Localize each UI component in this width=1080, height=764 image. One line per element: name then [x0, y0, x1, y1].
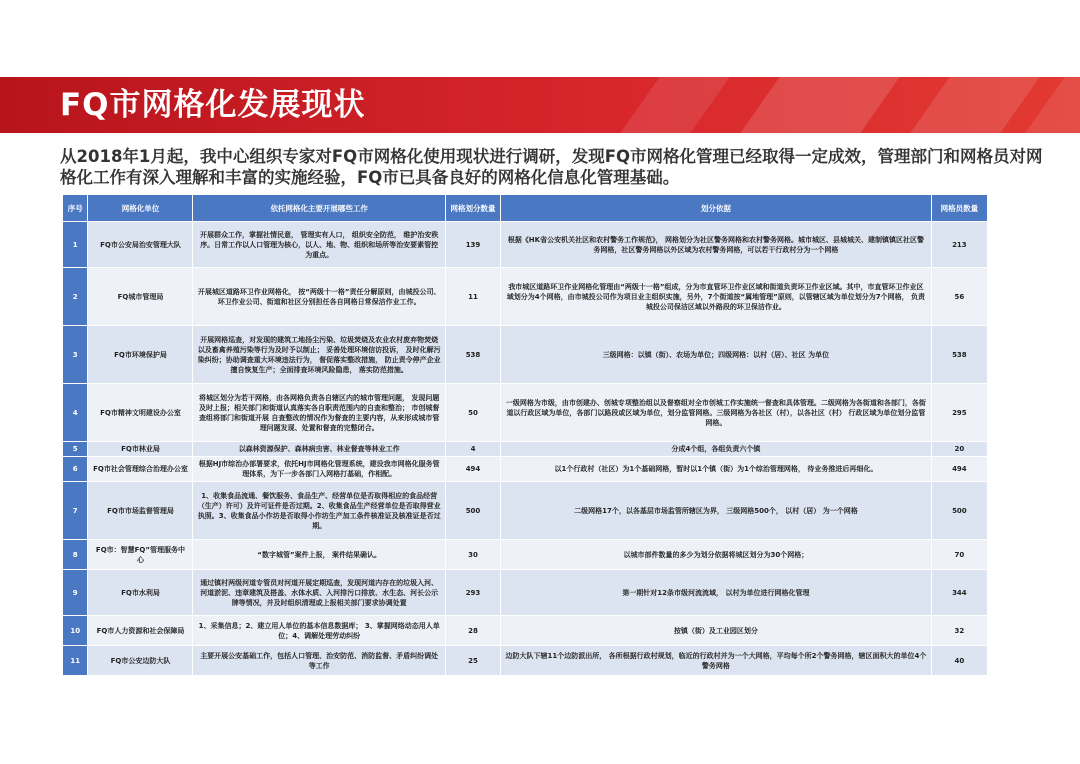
cell-staff-count: 295 [931, 384, 987, 442]
cell-work: 根据HJ市综治办部署要求，依托HJ市网格化管理系统，建设我市网格化服务管理体系，为下一步各部门入网格打基础，作相配。 [193, 457, 445, 482]
header-basis: 划分依据 [501, 195, 932, 222]
table-row [63, 442, 988, 457]
table-row [63, 384, 988, 442]
cell-index: 11 [63, 646, 88, 676]
cell-staff-count: 344 [931, 570, 987, 616]
banner-stripe [740, 77, 899, 133]
cell-work: 开展城区道路环卫作业网格化， 按“两级十一格”责任分解原则，由城投公司、环卫作业公司、街道和社区分别担任各自网格日常保洁作业工作。 [193, 268, 445, 326]
intro-paragraph: 从2018年1月起，我中心组织专家对FQ市网格化使用现状进行调研，发现FQ市网格化管理已经取得一定成效，管理部门和网格员对网格化工作有深入理解和丰富的实施经验，FQ市已具备良好的网格化信息化管理基础。 [60, 147, 1043, 187]
cell-index: 8 [63, 540, 88, 570]
cell-staff-count: 70 [931, 540, 987, 570]
cell-basis: 以城市部件数量的多少为划分依据将城区划分为30个网格； [501, 540, 932, 570]
cell-staff-count: 538 [931, 326, 987, 384]
cell-work: 1、收集食品流通、餐饮服务、食品生产、经营单位是否取得相应的食品经营（生产）许可）及许可证件是否过期。2、收集食品生产经营单位是否取得营业执照。3、收集食品小作坊是否取得小作坊生产加工条件核准证及核准证是否过期。 [193, 482, 445, 540]
cell-grid-count: 293 [445, 570, 500, 616]
cell-basis: 按镇（街）及工业园区划分 [501, 616, 932, 646]
header-grid-count: 网格划分数量 [445, 195, 500, 222]
table-row [63, 570, 988, 616]
page-title: FQ市网格化发展现状 [60, 87, 366, 123]
cell-unit: FQ市精神文明建设办公室 [88, 384, 193, 442]
cell-basis: 一级网格为市级，由市创建办、创城专项整治组以及督察组对全市创城工作实施统一督查和具体管理。二级网格为各街道和各部门，各街道以行政区域为单位，各部门以路段或区域为单位，划分监管网格。三级网格为各社区（村），以各社区（村） 行政区域为单位划分监管网格。 [501, 384, 932, 442]
cell-work: 将城区划分为若干网格，由各网格负责各自辖区内的城市管理问题， 发现问题及时上报；相关部门和街道认真落实各自职责范围内的自查和整治； 市创城督查组将部门和街道开展 自查整改的情况作为督查的主要内容，从来形成城市管理问题发现、处置和督查的完整闭合。 [193, 384, 445, 442]
cell-unit: FQ市公安局治安管理大队 [88, 222, 193, 268]
cell-grid-count: 11 [445, 268, 500, 326]
cell-index: 3 [63, 326, 88, 384]
cell-unit: FQ市人力资源和社会保障局 [88, 616, 193, 646]
cell-index: 10 [63, 616, 88, 646]
header-work: 依托网格化主要开展哪些工作 [193, 195, 445, 222]
cell-basis: 我市城区道路环卫作业网格化管理由“两级十一格”组成，分为市直管环卫作业区域和街道负责环卫作业区域。其中，市直管环卫作业区域划分为4个网格，由市城投公司作为项目业主组织实施，另外，7个街道按“属地管理”原则，以管辖区域为单位划分为7个网格， 负责城投公司保洁区域以外路段的环卫保洁作业。 [501, 268, 932, 326]
cell-basis: 二级网格17个，以各基层市场监管所辖区为界， 三级网格500个， 以村（居） 为一个网格 [501, 482, 932, 540]
cell-index: 1 [63, 222, 88, 268]
cell-grid-count: 500 [445, 482, 500, 540]
cell-staff-count: 213 [931, 222, 987, 268]
table-row [63, 540, 988, 570]
cell-staff-count: 20 [931, 442, 987, 457]
cell-basis: 第一期针对12条市级河流流域， 以村为单位进行网格化管理 [501, 570, 932, 616]
cell-index: 7 [63, 482, 88, 540]
table-row [63, 268, 988, 326]
cell-unit: FQ市水利局 [88, 570, 193, 616]
cell-unit: FQ市环境保护局 [88, 326, 193, 384]
cell-unit: FQ市：智慧FQ”管理服务中心 [88, 540, 193, 570]
cell-unit: FQ市林业局 [88, 442, 193, 457]
cell-basis: 分成4个组，各组负责六个镇 [501, 442, 932, 457]
cell-work: 以森林资源保护、森林病虫害、林业督查等林业工作 [193, 442, 445, 457]
cell-unit: FQ城市管理局 [88, 268, 193, 326]
cell-unit: FQ市公安边防大队 [88, 646, 193, 676]
cell-staff-count: 32 [931, 616, 987, 646]
cell-work: 主要开展公安基础工作，包括人口管理、治安防范、消防监督、矛盾纠纷调处等工作 [193, 646, 445, 676]
cell-index: 5 [63, 442, 88, 457]
cell-work: 开展网格巡查，对发现的建筑工地扬尘污染、垃圾焚烧及农业农村废弃物焚烧以及畜禽养殖污染等行为及时予以制止； 妥善处理环境信访投诉， 及时化解污染纠纷；协助调查重大环境违法行为， 督促落实整改措施， 防止责令停产企业擅自恢复生产；全面排查环境风险隐患， 落实防范措施。 [193, 326, 445, 384]
cell-staff-count: 56 [931, 268, 987, 326]
cell-grid-count: 30 [445, 540, 500, 570]
cell-index: 2 [63, 268, 88, 326]
cell-unit: FQ市社会管理综合治理办公室 [88, 457, 193, 482]
cell-basis: 三级网格：以镇（街）、农场为单位；四级网格：以村（居）、社区 为单位 [501, 326, 932, 384]
grid-status-table [62, 194, 988, 676]
cell-work: “数字城管”案件上报， 案件结果确认。 [193, 540, 445, 570]
cell-index: 6 [63, 457, 88, 482]
banner-stripe [910, 77, 1039, 133]
cell-index: 9 [63, 570, 88, 616]
table-header-row [63, 195, 988, 222]
cell-grid-count: 139 [445, 222, 500, 268]
header-staff-count: 网格员数量 [931, 195, 987, 222]
table-row [63, 646, 988, 676]
table-row [63, 326, 988, 384]
header-index: 序号 [63, 195, 88, 222]
cell-basis: 以1个行政村（社区）为1个基础网格，暂时以1个镇（街）为1个综治管理网格， 待业务推进后再细化。 [501, 457, 932, 482]
table-row [63, 616, 988, 646]
cell-work: 通过镇村两级河道专管员对河道开展定期巡查，发现河道内存在的垃圾入河、河道淤泥、违章建筑及搭盖、水体水质、入河排污口排放、水生态、河长公示牌等情况，并及时组织清理或上报相关部门要求协调处置 [193, 570, 445, 616]
cell-work: 开展群众工作，掌握社情民意， 管理实有人口， 组织安全防范， 维护治安秩序。日常工作以人口管理为核心，以人、地、物、组织和场所等治安要素管控为重点。 [193, 222, 445, 268]
header-unit: 网格化单位 [88, 195, 193, 222]
banner-stripe [620, 77, 729, 133]
cell-grid-count: 28 [445, 616, 500, 646]
table-row [63, 482, 988, 540]
cell-grid-count: 4 [445, 442, 500, 457]
table-row [63, 222, 988, 268]
cell-grid-count: 50 [445, 384, 500, 442]
cell-grid-count: 25 [445, 646, 500, 676]
cell-staff-count: 494 [931, 457, 987, 482]
table-row [63, 457, 988, 482]
cell-staff-count: 500 [931, 482, 987, 540]
cell-staff-count: 40 [931, 646, 987, 676]
cell-basis: 根据《HK省公安机关社区和农村警务工作规范》， 网格划分为社区警务网格和农村警务网格。城市城区、县城城关、建制镇镇区社区警务网格，社区警务网格以外区域为农村警务网格，可以若干行政村分为一个网格 [501, 222, 932, 268]
title-banner [0, 77, 1080, 133]
cell-index: 4 [63, 384, 88, 442]
cell-unit: FQ市市场监督管理局 [88, 482, 193, 540]
cell-work: 1、采集信息；2、建立用人单位的基本信息数据库； 3、掌握网络动态用人单位；4、调解处理劳动纠纷 [193, 616, 445, 646]
cell-basis: 边防大队下辖11个边防派出所， 各所根据行政村规划，临近的行政村并为一个大网格，平均每个所2个警务网格，辖区面积大的单位4个警务网格 [501, 646, 932, 676]
cell-grid-count: 538 [445, 326, 500, 384]
cell-grid-count: 494 [445, 457, 500, 482]
